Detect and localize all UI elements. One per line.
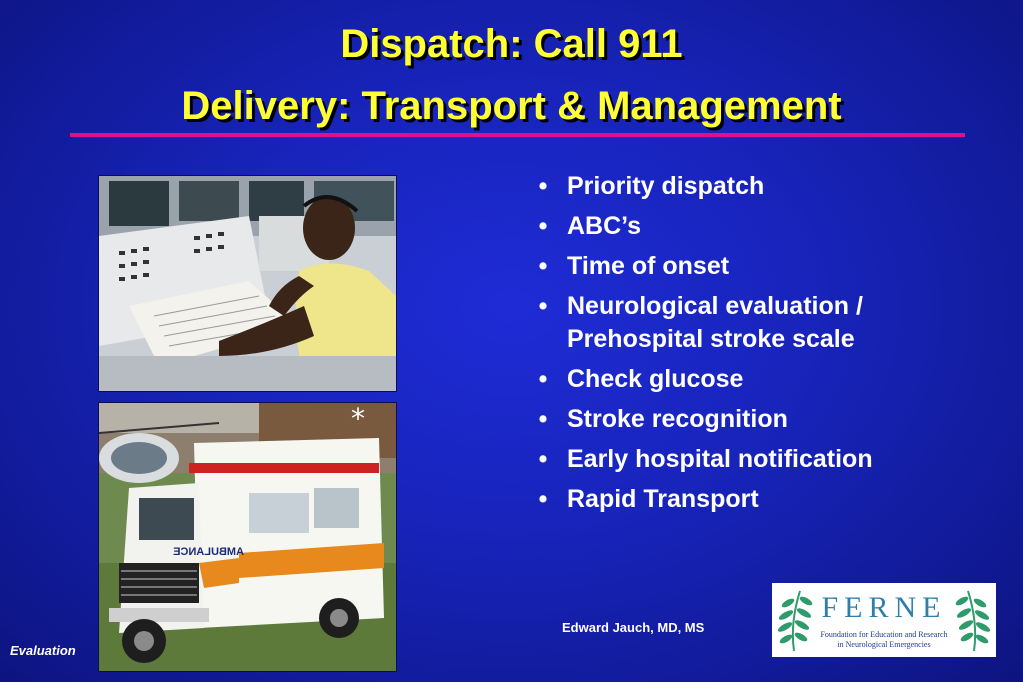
bullet-dot-icon: • [538, 405, 548, 433]
slide-title-line-1: Dispatch: Call 911 [340, 22, 683, 66]
slide-title-line-2: Delivery: Transport & Management [181, 84, 842, 128]
logo-tagline-line-1: Foundation for Education and Research [820, 630, 948, 639]
dispatcher-photo [98, 175, 397, 392]
bullet-dot-icon: • [538, 252, 548, 280]
star-of-life-icon: * [351, 403, 365, 435]
ferne-logo [772, 583, 996, 657]
list-item: • Early hospital notification [533, 443, 973, 476]
bullet-dot-icon: • [538, 365, 548, 393]
list-item: • Check glucose [533, 363, 973, 396]
title-underline-rule [70, 133, 965, 137]
bullet-list [533, 170, 973, 523]
list-item: • Neurological evaluation / Prehospital stroke scale [533, 290, 973, 356]
bullet-dot-icon: • [538, 292, 548, 320]
logo-wordmark: FERNE [821, 591, 947, 624]
list-item: • Stroke recognition [533, 403, 973, 436]
bullet-dot-icon: • [538, 172, 548, 200]
section-label: Evaluation [10, 643, 76, 658]
ambulance-photo [98, 402, 397, 672]
bullet-dot-icon: • [538, 485, 548, 513]
list-item: • Rapid Transport [533, 483, 973, 516]
ambulance-vehicle-text: AMBULANCE [173, 546, 244, 558]
author-credit: Edward Jauch, MD, MS [562, 620, 705, 635]
bullet-dot-icon: • [538, 445, 548, 473]
list-item: • Time of onset [533, 250, 973, 283]
list-item: • Priority dispatch [533, 170, 973, 203]
logo-tagline-line-2: in Neurological Emergencies [837, 640, 931, 649]
list-item: • ABC’s [533, 210, 973, 243]
bullet-dot-icon: • [538, 212, 548, 240]
